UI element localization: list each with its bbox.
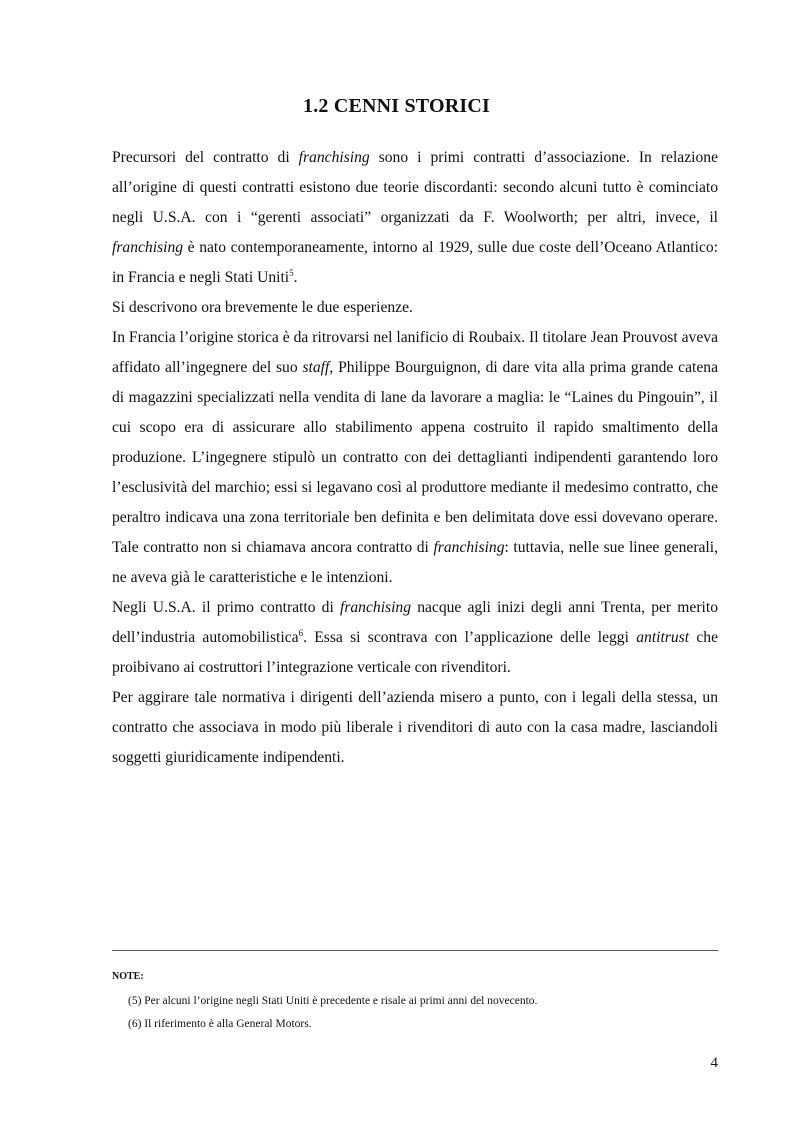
italic-term: franchising — [433, 539, 505, 556]
text-run: : tuttavia, nelle sue linee generali, ne aveva già le caratteristiche e le intenzioni. — [112, 539, 718, 586]
italic-term: antitrust — [636, 629, 690, 646]
italic-term: franchising — [112, 239, 184, 256]
paragraph-usa — [112, 593, 718, 683]
text-run: Per aggirare tale normativa i dirigenti dell’azienda misero a punto, con i legali della stessa, un contratto che associava in modo più liberale i rivenditori di auto con la casa madre, lasciandoli soggetti giuridicamente indipendenti. — [112, 689, 718, 766]
paragraph-workaround — [112, 683, 718, 773]
notes-label: NOTE: — [112, 971, 144, 982]
text-run: , Philippe Bourguignon, di dare vita alla prima grande catena di magazzini specializzati nella vendita di lane da lavorare a maglia: le “Laines du Pingouin”, il cui scopo era di assicurare allo stabilimento appena costruito il rapido smaltimento della produzione. L’ingegnere stipulò un contratto con dei dettaglianti indipendenti garantendo loro l’esclusività del marchio; essi si legavano così al produttore mediante il medesimo contratto, che peraltro indicava una zona territoriale ben definita e ben delimitata dove essi dovevano operare. Tale contratto non si chiamava ancora contratto di — [112, 359, 718, 556]
footnotes — [112, 971, 718, 1040]
footnote-divider — [112, 950, 718, 951]
text-run: In Francia l’origine storica è da ritrovarsi nel lanificio di Roubaix. Il titolare Jean Prouvost aveva affidato all’ingegnere del suo — [112, 329, 718, 376]
paragraph-france — [112, 323, 718, 593]
text-run: . — [293, 269, 298, 286]
footnote-6: (6) Il riferimento è alla General Motors. — [128, 1018, 312, 1030]
page-number: 4 — [710, 1055, 718, 1071]
text-run: Si descrivono ora brevemente le due esperienze. — [112, 299, 413, 316]
footnote-ref-6: 6 — [298, 628, 304, 638]
text-run: che proibivano ai costruttori l’integrazione verticale con rivenditori. — [112, 629, 718, 676]
text-run: sono i primi contratti d’associazione. In relazione all’origine di questi contratti esistono due teorie discordanti: secondo alcuni tutto è cominciato negli U.S.A. con i “gerenti associati” organizzati da F. Woolworth; per altri, invece, il — [112, 149, 718, 226]
section-heading: 1.2 CENNI STORICI — [303, 95, 490, 117]
text-run: nacque agli inizi degli anni Trenta, per merito dell’industria automobilistica — [112, 599, 718, 646]
text-run: . Essa si scontrava con l’applicazione delle leggi — [303, 629, 637, 646]
body-text — [112, 143, 718, 773]
text-run: è nato contemporaneamente, intorno al 1929, sulle due coste dell’Oceano Atlantico: in Francia e negli Stati Uniti — [112, 239, 718, 286]
footnote-ref-5: 5 — [289, 268, 294, 278]
paragraph-origins — [112, 143, 718, 293]
footnote-5: (5) Per alcuni l’origine negli Stati Uniti è precedente e risale ai primi anni del novecento. — [128, 995, 538, 1007]
italic-term: franchising — [298, 149, 370, 166]
italic-term: franchising — [339, 599, 412, 616]
text-run: Precursori del contratto di — [112, 149, 299, 166]
text-run: Negli U.S.A. il primo contratto di — [112, 599, 340, 616]
italic-term: staff — [302, 359, 330, 376]
paragraph-intro — [112, 293, 718, 323]
